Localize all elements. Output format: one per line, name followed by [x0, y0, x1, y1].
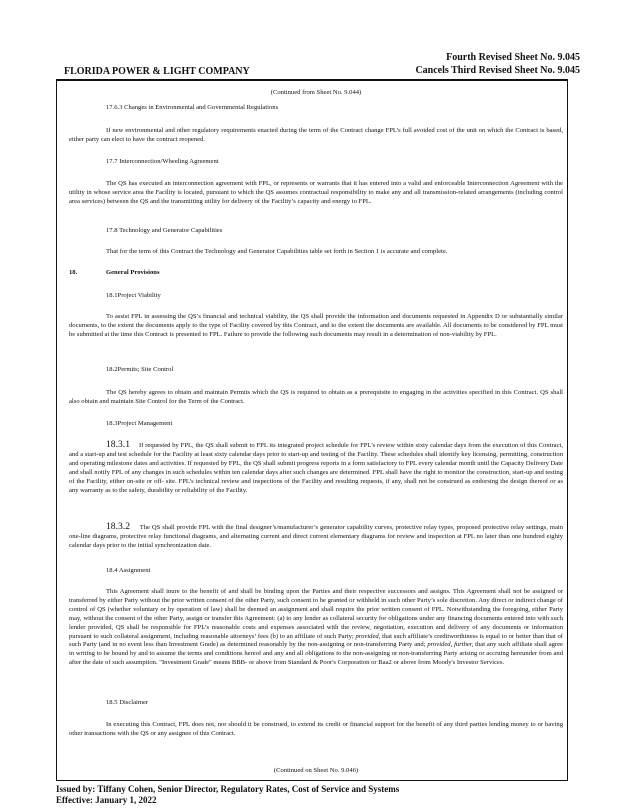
text-18-4-a: This Agreement shall inure to the benefit of and shall be binding upon the Parties and their respective successors and assigns. This Agreement shall not be assigned or transferred by either Party without the prior written consent of the other Party, such consent to be granted or withheld in such other Party’s sole discretion. Any direct or indirect change of control of QS (whether voluntary or by operation of law) shall be deemed an assignment and shall require the prior written consent of FPL. Notwithstanding the foregoing, either Party may, without the consent of the other Party, assign or transfer this Agreement: (a) to any lender as collateral security for obligations under any financing documents entered into with such lender provided, QS shall be responsible for FPL’s reasonable costs and expenses associated with the review, negotiation, execution and delivery of any documents or information pursuant to such collateral assignment, including reasonable attorneys’ fees (b) to an affiliate of such Party;: [69, 588, 563, 640]
heading-18-1: 18.1Project Viability: [106, 292, 161, 299]
footer: [56, 784, 399, 806]
paragraph-18-5: In executing this Contract, FPL does not, nor should it be construed, to extend its credit or financial support for the benefit of any third parties lending money to or having other transactions with the QS or any assignee of this Contract.: [69, 721, 563, 737]
section-title: General Provisions: [106, 269, 160, 276]
subsection-number-18-3-2: 18.3.2: [106, 521, 130, 532]
section-number: 18.: [69, 269, 78, 276]
issued-by: Issued by: Tiffany Cohen, Senior Director, Regulatory Rates, Cost of Service and Systems: [56, 784, 400, 794]
text-18-4-provided-further: provided, further,: [427, 641, 474, 649]
cancels-sheet: Cancels Third Revised Sheet No. 9.045: [415, 64, 580, 76]
paragraph-18-3-1: [69, 441, 563, 495]
text-18-4-c: that any such affiliate shall agree in writing to be bound by and to assume the terms and conditions hereof and any and all obligations to the non-assigning or non-transferring Party arising or accruing hereunder from and after the date of such assumption. "Investment Grade" means BBB- or above from Standard & Poor's Corporation or Baa2 or above from Moody's Investor Services.: [69, 641, 563, 667]
text-18-4-b: that such affiliate’s creditworthiness is equal to or better than that of such Party (and in no event less than Investment Grade) as determined reasonably by the non-assigning or non-transferring Party and;: [69, 632, 564, 649]
heading-18-4: 18.4 Assignment: [106, 567, 151, 574]
heading-17-7: 17.7 Interconnection/Wheeling Agreement: [106, 158, 219, 165]
heading-18-3: 18.3Project Management: [106, 420, 173, 427]
continued-from: (Continued from Sheet No. 9.044): [270, 89, 362, 96]
heading-17-8: 17.8 Technology and Generator Capabilities: [106, 227, 223, 234]
continued-on: (Continued on Sheet No. 9.046): [273, 767, 359, 774]
paragraph-18-2: The QS hereby agrees to obtain and maintain Permits which the QS is required to obtain as a prerequisite to engaging in the activities specified in this Contract. QS shall also obtain and maintain Site Control for the Term of the Contract.: [69, 389, 563, 405]
paragraph-18-1: To assist FPL in assessing the QS’s financial and technical viability, the QS shall provide the information and documents requested in Appendix D or substantially similar documents, to the extent the documents apply to the type of Facility covered by this Contract, and to the extent the documents are available. All documents to be considered by FPL must be submitted at the time this Contract is presented to FPL. Failure to provide the following such documents may result in a determination of non-viability by FPL.: [69, 313, 563, 338]
paragraph-17-7: The QS has executed an interconnection agreement with FPL, or represents or warrants that it has entered into a valid and enforceable Interconnection Agreement with the utility in whose service area the Facility is located, pursuant to which the QS assumes contractual responsibility to make any and all transmission-related arrangements (including control area services) between the QS and the transmitting utility for delivery of the Facility’s capacity and energy to FPL.: [69, 180, 563, 205]
text-18-3-2: The QS shall provide FPL with the final designer’s/manufacturer’s generator capability curves, protective relay types, proposed protective relay settings, main one-line diagrams, protective relay functional diagrams, and alternating current and direct current elementary diagrams for review and inspection at FPL no later than one hundred eighty calendar days prior to the initial synchronization date.: [69, 524, 563, 549]
paragraph-17-6-3: If new environmental and other regulatory requirements enacted during the term of the Contract change FPL’s full avoided cost of the unit on which the Contract is based, either party can elect to have the contract reopened.: [69, 127, 563, 143]
heading-17-6-3: 17.6.3 Changes in Environmental and Governmental Regulations: [106, 104, 279, 111]
text-18-3-1: If requested by FPL, the QS shall submit to FPL its integrated project schedule for FPL’s review within sixty calendar days from the execution of this Contract, and a start-up and test schedule for the Facility at least sixty calendar days prior to start-up and testing of the Facility. These schedules shall identify key licensing, permitting, construction and operating milestone dates and activities. If requested by FPL, the QS shall submit progress reports in a form satisfactory to FPL every calendar month until the Capacity Delivery Date and shall notify FPL of any changes in such schedules within ten calendar days after such changes are determined. FPL shall have the right to monitor the construction, start-up and testing of the Facility, either on-site or off- site. FPL’s technical review and inspections of the Facility and resulting requests, if any, shall not be construed as endorsing the design thereof or as any warranty as to the safety, durability or reliability of the Facility.: [69, 442, 563, 494]
heading-18: [69, 269, 563, 278]
heading-18-5: 18.5 Disclaimer: [106, 699, 149, 706]
sheet-number: Fourth Revised Sheet No. 9.045: [446, 52, 580, 63]
effective-date: Effective: January 1, 2022: [56, 795, 157, 805]
paragraph-17-8: That for the term of this Contract the Technology and Generator Capabilities table set forth in Section 1 is accurate and complete.: [106, 248, 448, 255]
paragraph-18-4: [69, 588, 563, 668]
company-name: FLORIDA POWER & LIGHT COMPANY: [64, 66, 250, 77]
sheet-header: [415, 52, 580, 77]
heading-18-2: 18.2Permits; Site Control: [106, 366, 174, 373]
paragraph-18-3-2: [69, 523, 563, 551]
subsection-number-18-3-1: 18.3.1: [106, 439, 130, 450]
text-18-4-provided: provided,: [355, 632, 381, 640]
